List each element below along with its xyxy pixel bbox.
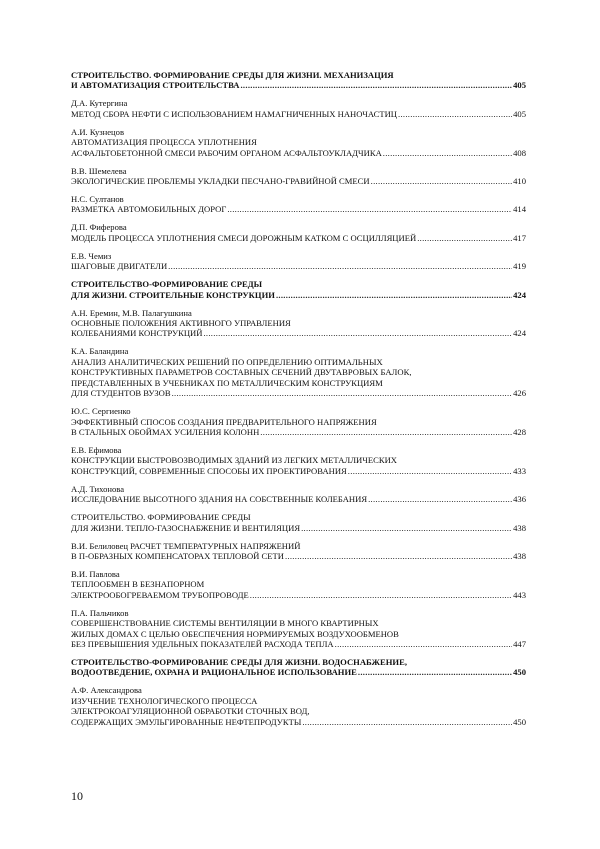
dot-leader — [250, 590, 512, 600]
toc-author: А.Д. Тихонова — [71, 483, 125, 494]
toc-title-text: АВТОМАТИЗАЦИЯ ПРОЦЕССА УПЛОТНЕНИЯ — [71, 137, 257, 148]
toc-title-text: ЭКОЛОГИЧЕСКИЕ ПРОБЛЕМЫ УКЛАДКИ ПЕСЧАНО-ГРАВИЙНОЙ СМЕСИ — [71, 176, 370, 187]
dot-leader — [348, 466, 512, 476]
toc-author: Д.А. Кутергина — [71, 98, 128, 109]
toc-entry — [71, 98, 526, 119]
toc-title-line — [71, 494, 526, 504]
toc-title-line — [71, 455, 526, 465]
toc-page-number: 447 — [513, 638, 526, 649]
toc-title-text: МОДЕЛЬ ПРОЦЕССА УПЛОТНЕНИЯ СМЕСИ ДОРОЖНЫМ КАТКОМ С ОСЦИЛЛЯЦИЕЙ — [71, 232, 417, 243]
dot-leader — [260, 427, 512, 437]
toc-author: Ю.С. Сергиенко — [71, 406, 131, 417]
toc-page-number: 450 — [513, 667, 526, 678]
toc-title-text: ИЗУЧЕНИЕ ТЕХНОЛОГИЧЕСКОГО ПРОЦЕССА — [71, 695, 258, 706]
toc-entry — [71, 512, 526, 533]
toc-page-number: 443 — [513, 589, 526, 600]
toc-title-text: СТРОИТЕЛЬСТВО-ФОРМИРОВАНИЕ СРЕДЫ ДЛЯ ЖИЗНИ. ВОДОСНАБЖЕНИЕ, — [71, 656, 407, 667]
toc-entry — [71, 346, 526, 398]
page-number: 10 — [71, 789, 83, 803]
table-of-contents — [71, 70, 526, 735]
toc-title-line — [71, 328, 526, 338]
toc-page-number: 419 — [513, 261, 526, 272]
toc-title-text: КОНСТРУКТИВНЫХ ПАРАМЕТРОВ СОСТАВНЫХ СЕЧЕНИЙ ДВУТАВРОВЫХ БАЛОК, — [71, 367, 412, 378]
toc-page-number: 436 — [513, 494, 526, 505]
toc-title-line — [71, 367, 526, 377]
dot-leader — [383, 148, 512, 158]
toc-title-line — [71, 176, 526, 186]
toc-title-text: АСФАЛЬТОБЕТОННОЙ СМЕСИ РАБОЧИМ ОРГАНОМ АСФАЛЬТОУКЛАДЧИКА — [71, 147, 382, 158]
toc-title-line — [71, 261, 526, 271]
toc-title-line — [71, 204, 526, 214]
toc-title-line — [71, 551, 526, 561]
toc-title-text: СОДЕРЖАЩИХ ЭМУЛЬГИРОВАННЫЕ НЕФТЕПРОДУКТЫ — [71, 716, 302, 727]
dot-leader — [358, 667, 512, 677]
toc-title-text: КОНСТРУКЦИИ БЫСТРОВОЗВОДИМЫХ ЗДАНИЙ ИЗ ЛЕГКИХ МЕТАЛЛИЧЕСКИХ — [71, 455, 397, 466]
toc-page-number: 405 — [513, 108, 526, 119]
toc-entry — [71, 445, 526, 476]
toc-title-line — [71, 388, 526, 398]
toc-section — [71, 279, 526, 300]
toc-author: В.И. Павлова — [71, 568, 120, 579]
toc-title-line — [71, 357, 526, 367]
dot-leader — [172, 388, 513, 398]
toc-title-line — [71, 523, 526, 533]
toc-title-line — [71, 541, 526, 551]
toc-title-text: ВОДООТВЕДЕНИЕ, ОХРАНА И РАЦИОНАЛЬНОЕ ИСПОЛЬЗОВАНИЕ — [71, 667, 357, 678]
toc-author: Е.В. Чемиз — [71, 250, 112, 261]
toc-title-text: ПРЕДСТАВЛЕННЫХ В УЧЕБНИКАХ ПО МЕТАЛЛИЧЕСКИМ КОНСТРУКЦИЯМ — [71, 377, 383, 388]
toc-title-text: ЭЛЕКТРОКОАГУЛЯЦИОННОЙ ОБРАБОТКИ СТОЧНЫХ ВОД, — [71, 706, 310, 717]
toc-page-number: 438 — [513, 522, 526, 533]
toc-title-text: РАЗМЕТКА АВТОМОБИЛЬНЫХ ДОРОГ — [71, 204, 227, 215]
dot-leader — [398, 109, 512, 119]
toc-title-line — [71, 290, 526, 300]
toc-title-line — [71, 512, 526, 522]
toc-entry — [71, 569, 526, 600]
dot-leader — [368, 494, 512, 504]
toc-title-text: В П-ОБРАЗНЫХ КОМПЕНСАТОРАХ ТЕПЛОВОЙ СЕТИ — [71, 550, 284, 561]
toc-entry — [71, 541, 526, 562]
dot-leader — [276, 290, 512, 300]
dot-leader — [301, 523, 512, 533]
toc-title-text: СТРОИТЕЛЬСТВО. ФОРМИРОВАНИЕ СРЕДЫ ДЛЯ ЖИЗНИ. МЕХАНИЗАЦИЯ — [71, 70, 394, 80]
toc-title-line — [71, 579, 526, 589]
toc-author: А.И. Кузнецов — [71, 126, 125, 137]
toc-title-text: МЕТОД СБОРА НЕФТИ С ИСПОЛЬЗОВАНИЕМ НАМАГНИЧЕННЫХ НАНОЧАСТИЦ — [71, 108, 397, 119]
toc-entry — [71, 127, 526, 158]
toc-title-text: И АВТОМАТИЗАЦИЯ СТРОИТЕЛЬСТВА — [71, 80, 240, 91]
toc-entry — [71, 166, 526, 187]
toc-title-line — [71, 427, 526, 437]
toc-page-number: 410 — [513, 176, 526, 187]
dot-leader — [240, 80, 512, 90]
toc-title-line — [71, 657, 526, 667]
toc-title-text: В.И. Белиловец РАСЧЕТ ТЕМПЕРАТУРНЫХ НАПРЯЖЕНИЙ — [71, 540, 301, 551]
toc-title-line — [71, 629, 526, 639]
toc-title-text: ЭФФЕКТИВНЫЙ СПОСОБ СОЗДАНИЯ ПРЕДВАРИТЕЛЬНОГО НАПРЯЖЕНИЯ — [71, 416, 377, 427]
toc-title-text: БЕЗ ПРЕВЫШЕНИЯ УДЕЛЬНЫХ ПОКАЗАТЕЛЕЙ РАСХОДА ТЕПЛА — [71, 638, 334, 649]
toc-author: В.В. Шемелева — [71, 165, 127, 176]
toc-title-line — [71, 378, 526, 388]
dot-leader — [168, 261, 512, 271]
toc-author: Н.С. Султанов — [71, 194, 124, 205]
toc-section — [71, 70, 526, 91]
toc-title-text: СТРОИТЕЛЬСТВО. ФОРМИРОВАНИЕ СРЕДЫ — [71, 512, 251, 523]
toc-title-text: АНАЛИЗ АНАЛИТИЧЕСКИХ РЕШЕНИЙ ПО ОПРЕДЕЛЕНИЮ ОПТИМАЛЬНЫХ — [71, 356, 383, 367]
toc-entry — [71, 308, 526, 339]
toc-title-line — [71, 639, 526, 649]
toc-title-line — [71, 667, 526, 677]
toc-title-line — [71, 717, 526, 727]
toc-title-line — [71, 279, 526, 289]
toc-title-line — [71, 696, 526, 706]
toc-title-text: ОСНОВНЫЕ ПОЛОЖЕНИЯ АКТИВНОГО УПРАВЛЕНИЯ — [71, 318, 291, 329]
dot-leader — [302, 717, 512, 727]
dot-leader — [417, 233, 512, 243]
dot-leader — [335, 639, 512, 649]
toc-entry — [71, 406, 526, 437]
toc-title-text: СОВЕРШЕНСТВОВАНИЕ СИСТЕМЫ ВЕНТИЛЯЦИИ В МНОГО КВАРТИРНЫХ — [71, 618, 379, 629]
toc-page-number: 424 — [513, 328, 526, 339]
dot-leader — [285, 551, 512, 561]
toc-section — [71, 657, 526, 678]
toc-title-text: СТРОИТЕЛЬСТВО-ФОРМИРОВАНИЕ СРЕДЫ — [71, 279, 263, 290]
toc-entry — [71, 608, 526, 650]
dot-leader — [227, 204, 512, 214]
toc-page-number: 438 — [513, 550, 526, 561]
toc-page-number: 414 — [513, 204, 526, 215]
toc-title-line — [71, 318, 526, 328]
toc-title-text: ДЛЯ ЖИЗНИ. ТЕПЛО-ГАЗОСНАБЖЕНИЕ И ВЕНТИЛЯЦИЯ — [71, 522, 301, 533]
toc-page-number: 433 — [513, 465, 526, 476]
toc-entry — [71, 222, 526, 243]
toc-author: А.Н. Еремин, М.В. Палагушкина — [71, 307, 192, 318]
toc-author: К.А. Баландина — [71, 346, 129, 357]
toc-title-line — [71, 70, 526, 80]
toc-title-text: ДЛЯ ЖИЗНИ. СТРОИТЕЛЬНЫЕ КОНСТРУКЦИИ — [71, 289, 275, 300]
toc-page-number: 428 — [513, 426, 526, 437]
toc-title-line — [71, 148, 526, 158]
toc-page-number: 417 — [513, 232, 526, 243]
toc-entry — [71, 194, 526, 215]
toc-title-text: КОНСТРУКЦИЙ, СОВРЕМЕННЫЕ СПОСОБЫ ИХ ПРОЕКТИРОВАНИЯ — [71, 465, 347, 476]
toc-title-text: ТЕПЛООБМЕН В БЕЗНАПОРНОМ — [71, 579, 205, 590]
toc-title-line — [71, 466, 526, 476]
toc-entry — [71, 251, 526, 272]
toc-title-line — [71, 417, 526, 427]
toc-title-line — [71, 137, 526, 147]
toc-author: Е.В. Ефимова — [71, 444, 122, 455]
dot-leader — [203, 328, 512, 338]
toc-title-text: ЭЛЕКТРООБОГРЕВАЕМОМ ТРУБОПРОВОДЕ — [71, 589, 249, 600]
toc-title-line — [71, 233, 526, 243]
toc-author: Д.П. Фиферова — [71, 222, 127, 233]
toc-title-text: ДЛЯ СТУДЕНТОВ ВУЗОВ — [71, 388, 171, 399]
toc-title-text: В СТАЛЬНЫХ ОБОЙМАХ УСИЛЕНИЯ КОЛОНН — [71, 426, 260, 437]
toc-title-text: ЖИЛЫХ ДОМАХ С ЦЕЛЬЮ ОБЕСПЕЧЕНИЯ НОРМИРУЕМЫХ ВОЗДУХООБМЕНОВ — [71, 628, 399, 639]
toc-title-text: ШАГОВЫЕ ДВИГАТЕЛИ — [71, 261, 168, 272]
toc-title-text: ИССЛЕДОВАНИЕ ВЫСОТНОГО ЗДАНИЯ НА СОБСТВЕННЫЕ КОЛЕБАНИЯ — [71, 494, 368, 505]
toc-title-line — [71, 590, 526, 600]
toc-page-number: 408 — [513, 147, 526, 158]
toc-page-number: 426 — [513, 388, 526, 399]
toc-title-line — [71, 706, 526, 716]
dot-leader — [371, 176, 512, 186]
toc-author: П.А. Пальчиков — [71, 607, 129, 618]
toc-author: А.Ф. Александрова — [71, 685, 142, 696]
toc-page-number: 405 — [513, 80, 526, 91]
toc-title-line — [71, 618, 526, 628]
toc-entry — [71, 685, 526, 727]
toc-title-text: КОЛЕБАНИЯМИ КОНСТРУКЦИЙ — [71, 328, 203, 339]
toc-entry — [71, 484, 526, 505]
toc-page-number: 450 — [513, 716, 526, 727]
toc-page-number: 424 — [513, 289, 526, 300]
toc-title-line — [71, 109, 526, 119]
toc-title-line — [71, 80, 526, 90]
